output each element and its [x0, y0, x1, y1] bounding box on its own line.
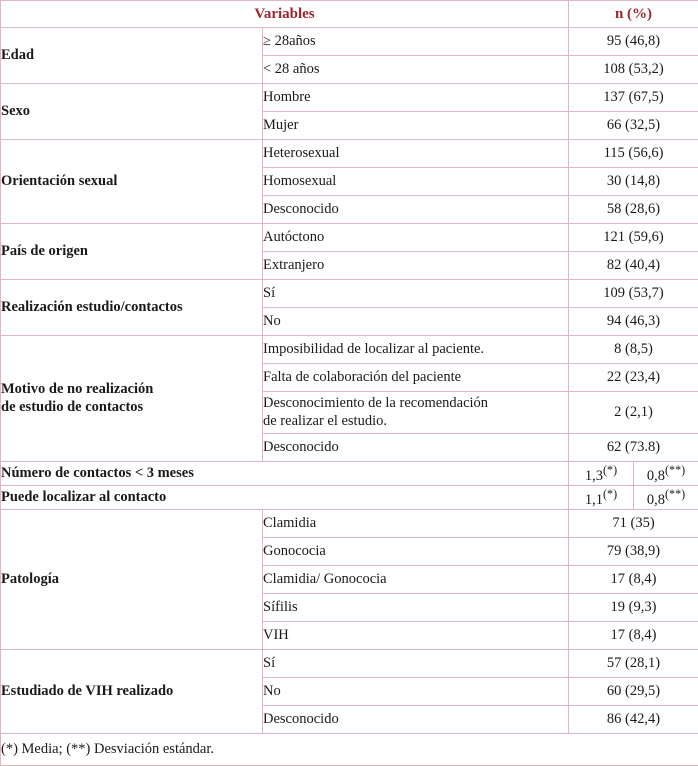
level-label — [263, 168, 569, 196]
stat-sd-marker: (**) — [665, 463, 685, 477]
value-cell: 17 (8,4) — [569, 622, 698, 650]
stat-value-mean — [569, 462, 634, 486]
level-label — [263, 140, 569, 168]
level-line: No — [263, 313, 568, 330]
category-line: de estudio de contactos — [1, 399, 262, 416]
table-row — [1, 280, 698, 308]
level-line: No — [263, 683, 568, 700]
level-line: Mujer — [263, 117, 568, 134]
level-label — [263, 678, 569, 706]
table-row — [1, 336, 698, 364]
stat-sd-value: 0,8 — [647, 491, 665, 507]
level-line: Desconocido — [263, 201, 568, 218]
level-label — [263, 538, 569, 566]
stat-value-mean — [569, 486, 634, 510]
value-cell: 109 (53,7) — [569, 280, 698, 308]
level-label — [263, 594, 569, 622]
category-label-patologia — [1, 510, 263, 650]
table-row — [1, 486, 698, 510]
level-label — [263, 308, 569, 336]
value-cell: 95 (46,8) — [569, 28, 698, 56]
value-cell: 86 (42,4) — [569, 706, 698, 734]
level-label — [263, 434, 569, 462]
table-footnote-row — [1, 734, 698, 766]
category-line: Edad — [1, 47, 262, 64]
value-cell: 19 (9,3) — [569, 594, 698, 622]
category-label-sexo — [1, 84, 263, 140]
value-cell: 79 (38,9) — [569, 538, 698, 566]
level-label — [263, 566, 569, 594]
category-label-estudiado-de-vih-realizado — [1, 650, 263, 734]
value-cell: 58 (28,6) — [569, 196, 698, 224]
level-line: Desconocimiento de la recomendación — [263, 395, 568, 412]
level-line: Imposibilidad de localizar al paciente. — [263, 341, 568, 358]
category-label-motivo-de-no-realizacion — [1, 336, 263, 462]
table-row — [1, 462, 698, 486]
stat-label-puede-localizar-al-contacto: Puede localizar al contacto — [1, 486, 569, 510]
category-label-orientacion-sexual — [1, 140, 263, 224]
level-label — [263, 224, 569, 252]
level-label — [263, 650, 569, 678]
level-line: Extranjero — [263, 257, 568, 274]
category-line: Orientación sexual — [1, 173, 262, 190]
level-label — [263, 252, 569, 280]
value-cell: 2 (2,1) — [569, 392, 698, 434]
value-cell: 57 (28,1) — [569, 650, 698, 678]
table-row — [1, 510, 698, 538]
stat-mean-value: 1,1 — [585, 491, 603, 507]
table-row — [1, 84, 698, 112]
value-cell: 62 (73.8) — [569, 434, 698, 462]
level-label — [263, 364, 569, 392]
level-line: Falta de colaboración del paciente — [263, 369, 568, 386]
level-line: Desconocido — [263, 439, 568, 456]
value-cell: 8 (8,5) — [569, 336, 698, 364]
level-line: Clamidia — [263, 515, 568, 532]
level-label — [263, 622, 569, 650]
level-line: Sí — [263, 655, 568, 672]
stat-sd-value: 0,8 — [647, 467, 665, 483]
category-line: Estudiado de VIH realizado — [1, 683, 262, 700]
level-label — [263, 706, 569, 734]
value-cell: 108 (53,2) — [569, 56, 698, 84]
level-label — [263, 196, 569, 224]
level-line: Clamidia/ Gonococia — [263, 571, 568, 588]
stat-mean-marker: (*) — [603, 487, 617, 501]
value-cell: 17 (8,4) — [569, 566, 698, 594]
level-line: Desconocido — [263, 711, 568, 728]
level-label — [263, 392, 569, 434]
category-line: Motivo de no realización — [1, 381, 262, 398]
stat-label-numero-de-contactos: Número de contactos < 3 meses — [1, 462, 569, 486]
category-label-edad — [1, 28, 263, 84]
level-label — [263, 56, 569, 84]
value-cell: 60 (29,5) — [569, 678, 698, 706]
value-cell: 115 (56,6) — [569, 140, 698, 168]
category-line: Patología — [1, 571, 262, 588]
category-label-realizacion-estudio-contactos — [1, 280, 263, 336]
table-row — [1, 224, 698, 252]
stat-mean-value: 1,3 — [585, 467, 603, 483]
stat-value-sd — [634, 462, 698, 486]
stat-sd-marker: (**) — [665, 487, 685, 501]
value-cell: 121 (59,6) — [569, 224, 698, 252]
category-label-pais-de-origen — [1, 224, 263, 280]
level-label — [263, 510, 569, 538]
level-line: < 28 años — [263, 61, 568, 78]
value-cell: 94 (46,3) — [569, 308, 698, 336]
value-cell: 30 (14,8) — [569, 168, 698, 196]
table-row — [1, 650, 698, 678]
value-cell: 66 (32,5) — [569, 112, 698, 140]
category-line: Realización estudio/contactos — [1, 299, 262, 316]
stat-mean-marker: (*) — [603, 463, 617, 477]
table-header-row — [1, 1, 698, 28]
level-line: Sí — [263, 285, 568, 302]
table-body — [1, 28, 698, 766]
table-row — [1, 28, 698, 56]
table-footnote: (*) Media; (**) Desviación estándar. — [1, 734, 698, 766]
level-line: Hombre — [263, 89, 568, 106]
level-line: Gonococia — [263, 543, 568, 560]
value-cell: 137 (67,5) — [569, 84, 698, 112]
level-line: Autóctono — [263, 229, 568, 246]
level-line: Sífilis — [263, 599, 568, 616]
value-cell: 22 (23,4) — [569, 364, 698, 392]
level-line: VIH — [263, 627, 568, 644]
level-line: ≥ 28años — [263, 33, 568, 50]
level-line: Homosexual — [263, 173, 568, 190]
column-header-variables: Variables — [1, 1, 569, 28]
level-label — [263, 280, 569, 308]
level-label — [263, 84, 569, 112]
category-line: País de origen — [1, 243, 262, 260]
value-cell: 82 (40,4) — [569, 252, 698, 280]
level-line: Heterosexual — [263, 145, 568, 162]
level-label — [263, 28, 569, 56]
table-row — [1, 140, 698, 168]
level-label — [263, 112, 569, 140]
level-label — [263, 336, 569, 364]
stat-value-sd — [634, 486, 698, 510]
level-line: de realizar el estudio. — [263, 413, 568, 430]
value-cell: 71 (35) — [569, 510, 698, 538]
column-header-n-percent: n (%) — [569, 1, 698, 28]
category-line: Sexo — [1, 103, 262, 120]
